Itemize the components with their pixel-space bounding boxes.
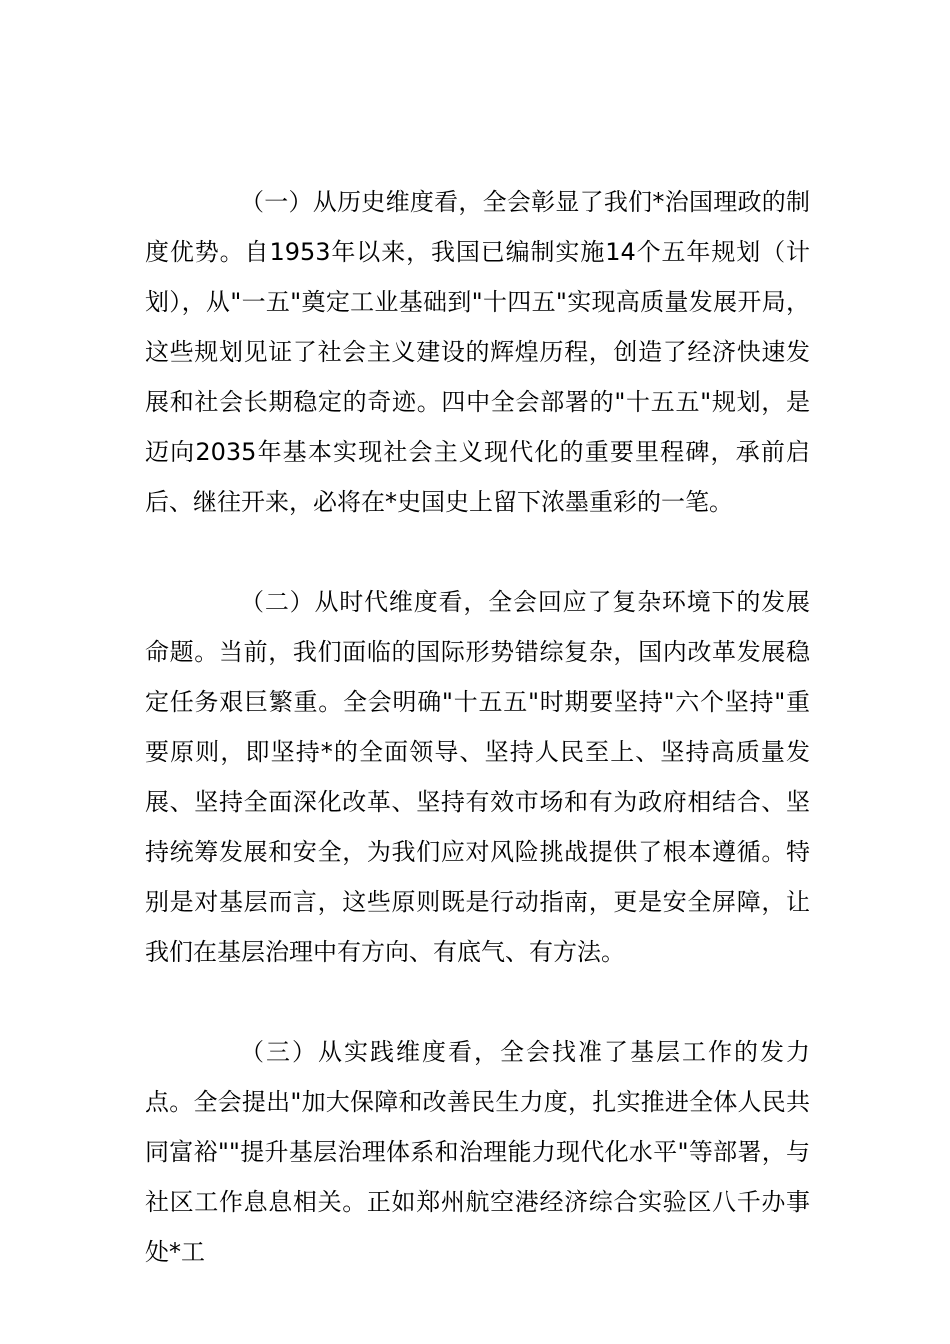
paragraph-history-dimension: （一）从历史维度看，全会彰显了我们*治国理政的制度优势。自1953年以来，我国已编制实施14个五年规划（计划），从"一五"奠定工业基础到"十四五"实现高质量发展开局，这些规划见证了社会主义建设的辉煌历程，创造了经济快速发展和社会长期稳定的奇迹。四中全会部署的"十五五"规划，是迈向2035年基本实现社会主义现代化的重要里程碑，承前启后、继往开来，必将在*史国史上留下浓墨重彩的一笔。 bbox=[145, 188, 810, 516]
paragraph-era-dimension: （二）从时代维度看，全会回应了复杂环境下的发展命题。当前，我们面临的国际形势错综复杂，国内改革发展稳定任务艰巨繁重。全会明确"十五五"时期要坚持"六个坚持"重要原则，即坚持*的全面领导、坚持人民至上、坚持高质量发展、坚持全面深化改革、坚持有效市场和有为政府相结合、坚持统筹发展和安全，为我们应对风险挑战提供了根本遵循。特别是对基层而言，这些原则既是行动指南，更是安全屏障，让我们在基层治理中有方向、有底气、有方法。 bbox=[145, 588, 810, 966]
paragraph-practice-dimension: （三）从实践维度看，全会找准了基层工作的发力点。全会提出"加大保障和改善民生力度，扎实推进全体人民共同富裕""提升基层治理体系和治理能力现代化水平"等部署，与社区工作息息相关。正如郑州航空港经济综合实验区八千办事处*工 bbox=[145, 1038, 810, 1266]
